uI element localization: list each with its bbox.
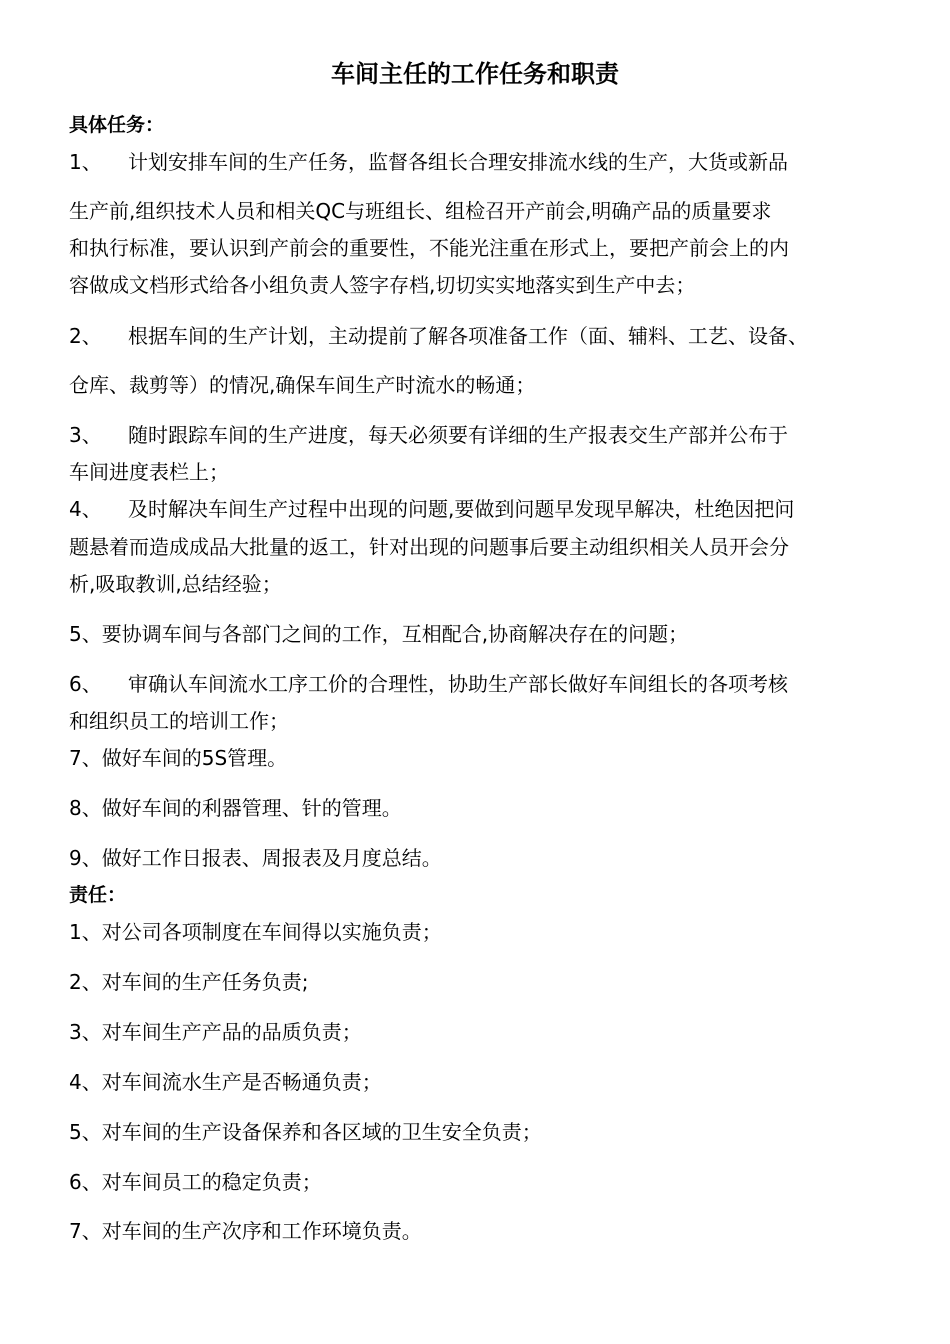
task-text-line: 车间进度表栏上； (69, 460, 229, 484)
task-text-line: 及时解决车间生产过程中出现的问题,要做到问题早发现早解决，杜绝因把问 (128, 497, 795, 521)
task-item-4 (69, 495, 794, 523)
task-text-line: 做好车间的5S管理。 (101, 746, 288, 770)
task-text-line: 生产前,组织技术人员和相关QC与班组长、组检召开产前会,明确产品的质量要求 (69, 199, 772, 223)
task-item-5 (69, 620, 688, 648)
task-number: 1、 (69, 150, 102, 174)
document-title: 车间主任的工作任务和职责 (331, 60, 619, 88)
task-number: 5、 (69, 622, 102, 646)
task-text-line: 根据车间的生产计划，主动提前了解各项准备工作（面、辅料、工艺、设备、 (128, 324, 808, 348)
task-text-line: 做好车间的利器管理、针的管理。 (101, 796, 402, 820)
task-item-2 (69, 322, 808, 350)
task-text-line: 题悬着而造成成品大批量的返工，针对出现的问题事后要主动组织相关人员开会分 (69, 535, 789, 559)
task-text-line: 计划安排车间的生产任务，监督各组长合理安排流水线的生产，大货或新品 (128, 150, 788, 174)
task-text-line: 要协调车间与各部门之间的工作，互相配合,协商解决存在的问题； (101, 622, 689, 646)
task-number: 3、 (69, 423, 102, 447)
task-text-line: 和执行标准，要认识到产前会的重要性，不能光注重在形式上，要把产前会上的内 (69, 236, 789, 260)
task-number: 4、 (69, 497, 102, 521)
task-number: 7、 (69, 746, 102, 770)
responsibility-item: 1、对公司各项制度在车间得以实施负责； (69, 920, 442, 944)
responsibilities-heading: 责任： (69, 884, 127, 906)
task-text-line: 随时跟踪车间的生产进度，每天必须要有详细的生产报表交生产部并公布于 (128, 423, 788, 447)
task-number: 9、 (69, 846, 102, 870)
task-item-1 (69, 148, 788, 176)
task-text-line: 析,吸取教训,总结经验； (69, 572, 282, 596)
task-item-9 (69, 844, 442, 872)
responsibility-item: 2、对车间的生产任务负责; (69, 970, 309, 994)
task-text-line: 做好工作日报表、周报表及月度总结。 (101, 846, 442, 870)
task-number: 2、 (69, 324, 102, 348)
task-text-line: 仓库、裁剪等）的情况,确保车间生产时流水的畅通； (69, 373, 536, 397)
task-item-6 (69, 670, 788, 698)
responsibility-item: 4、对车间流水生产是否畅通负责； (69, 1070, 382, 1094)
task-item-7 (69, 744, 287, 772)
task-text-line: 审确认车间流水工序工价的合理性，协助生产部长做好车间组长的各项考核 (128, 672, 788, 696)
task-item-8 (69, 794, 402, 822)
responsibility-item: 3、对车间生产产品的品质负责； (69, 1020, 362, 1044)
tasks-heading: 具体任务： (69, 114, 165, 136)
responsibility-item: 7、对车间的生产次序和工作环境负责。 (69, 1219, 422, 1243)
task-number: 8、 (69, 796, 102, 820)
task-text-line: 容做成文档形式给各小组负责人签字存档,切切实实地落实到生产中去； (69, 273, 696, 297)
task-text-line: 和组织员工的培训工作； (69, 709, 289, 733)
responsibility-item: 5、对车间的生产设备保养和各区域的卫生安全负责； (69, 1120, 542, 1144)
responsibility-item: 6、对车间员工的稳定负责； (69, 1170, 322, 1194)
task-item-3 (69, 421, 788, 449)
task-number: 6、 (69, 672, 102, 696)
